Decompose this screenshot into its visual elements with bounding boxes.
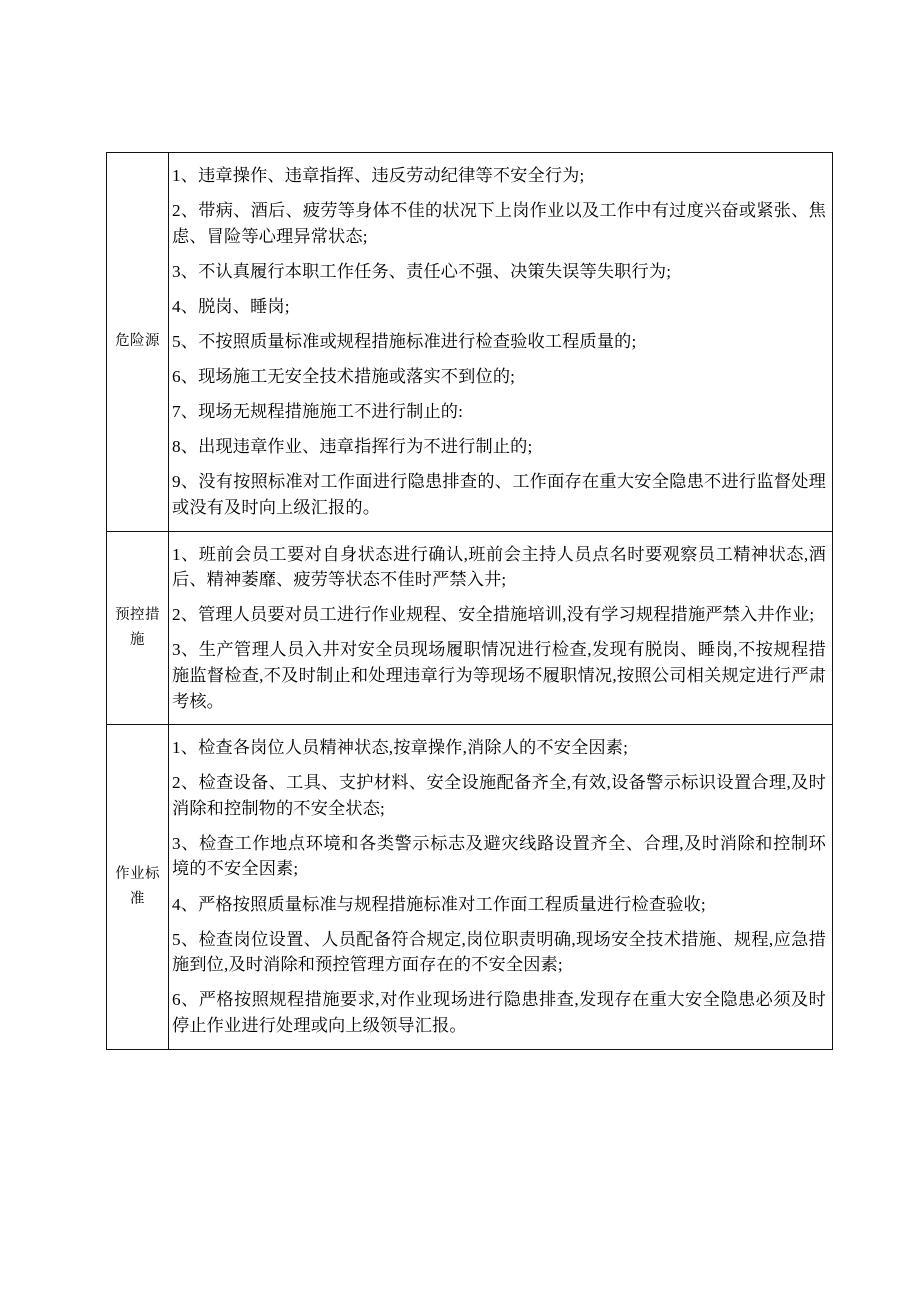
- row-label-text: 预控措施: [115, 606, 160, 648]
- row-label-text: 危险源: [115, 333, 160, 350]
- table-row: [107, 725, 833, 1049]
- row-label-preventive-measures: [107, 531, 169, 725]
- list-item: 2、带病、酒后、疲劳等身体不佳的状况下上岗作业以及工作中有过度兴奋或紧张、焦虑、冒险等心理异常状态;: [172, 201, 826, 246]
- list-item: 1、班前会员工要对自身状态进行确认,班前会主持人员点名时要观察员工精神状态,酒后、精神萎靡、疲劳等状态不佳时严禁入井;: [172, 544, 826, 590]
- table-row: [107, 531, 833, 725]
- list-item: 3、生产管理人员入井对安全员现场履职情况进行检查,发现有脱岗、睡岗,不按规程措施监督检查,不及时制止和处理违章行为等现场不履职情况,按照公司相关规定进行严肃考核。: [172, 640, 826, 711]
- list-item: 2、检查设备、工具、支护材料、安全设施配备齐全,有效,设备警示标识设置合理,及时消除和控制物的不安全状态;: [172, 773, 826, 818]
- table-row: [107, 153, 833, 532]
- safety-standards-table: [106, 152, 833, 1050]
- list-item: 6、现场施工无安全技术措施或落实不到位的;: [172, 367, 516, 387]
- row-content-operation-standard: [169, 725, 833, 1049]
- list-item: 2、管理人员要对员工进行作业规程、安全措施培训,没有学习规程措施严禁入井作业;: [172, 605, 815, 625]
- list-item: 3、不认真履行本职工作任务、责任心不强、决策失误等失职行为;: [172, 261, 672, 281]
- row-content-hazard-source: [169, 153, 833, 532]
- table-body: [107, 153, 833, 1050]
- list-item: 7、现场无规程措施施工不进行制止的:: [172, 402, 464, 422]
- list-item: 4、严格按照质量标准与规程措施标准对工作面工程质量进行检查验收;: [172, 894, 706, 914]
- list-item: 1、检查各岗位人员精神状态,按章操作,消除人的不安全因素;: [172, 738, 629, 758]
- row-label-operation-standard: [107, 725, 169, 1049]
- list-item: 8、出现违章作业、违章指挥行为不进行制止的;: [172, 437, 533, 457]
- list-item: 9、没有按照标准对工作面进行隐患排查的、工作面存在重大安全隐患不进行监督处理或没有及时向上级汇报的。: [172, 472, 826, 517]
- row-label-text: 作业标准: [115, 865, 160, 907]
- row-label-hazard-source: [107, 153, 169, 532]
- list-item: 5、检查岗位设置、人员配备符合规定,岗位职责明确,现场安全技术措施、规程,应急措施到位,及时消除和预控管理方面存在的不安全因素;: [172, 929, 826, 975]
- list-item: 3、检查工作地点环境和各类警示标志及避灾线路设置齐全、合理,及时消除和控制环境的不安全因素;: [172, 833, 826, 879]
- list-item: 5、不按照质量标准或规程措施标准进行检查验收工程质量的;: [172, 331, 637, 351]
- row-content-preventive-measures: [169, 531, 833, 725]
- list-item: 4、脱岗、睡岗;: [172, 296, 290, 316]
- list-item: 1、违章操作、违章指挥、违反劳动纪律等不安全行为;: [172, 166, 585, 185]
- list-item: 6、严格按照规程措施要求,对作业现场进行隐患排查,发现存在重大安全隐患必须及时停止作业进行处理或向上级领导汇报。: [172, 990, 826, 1035]
